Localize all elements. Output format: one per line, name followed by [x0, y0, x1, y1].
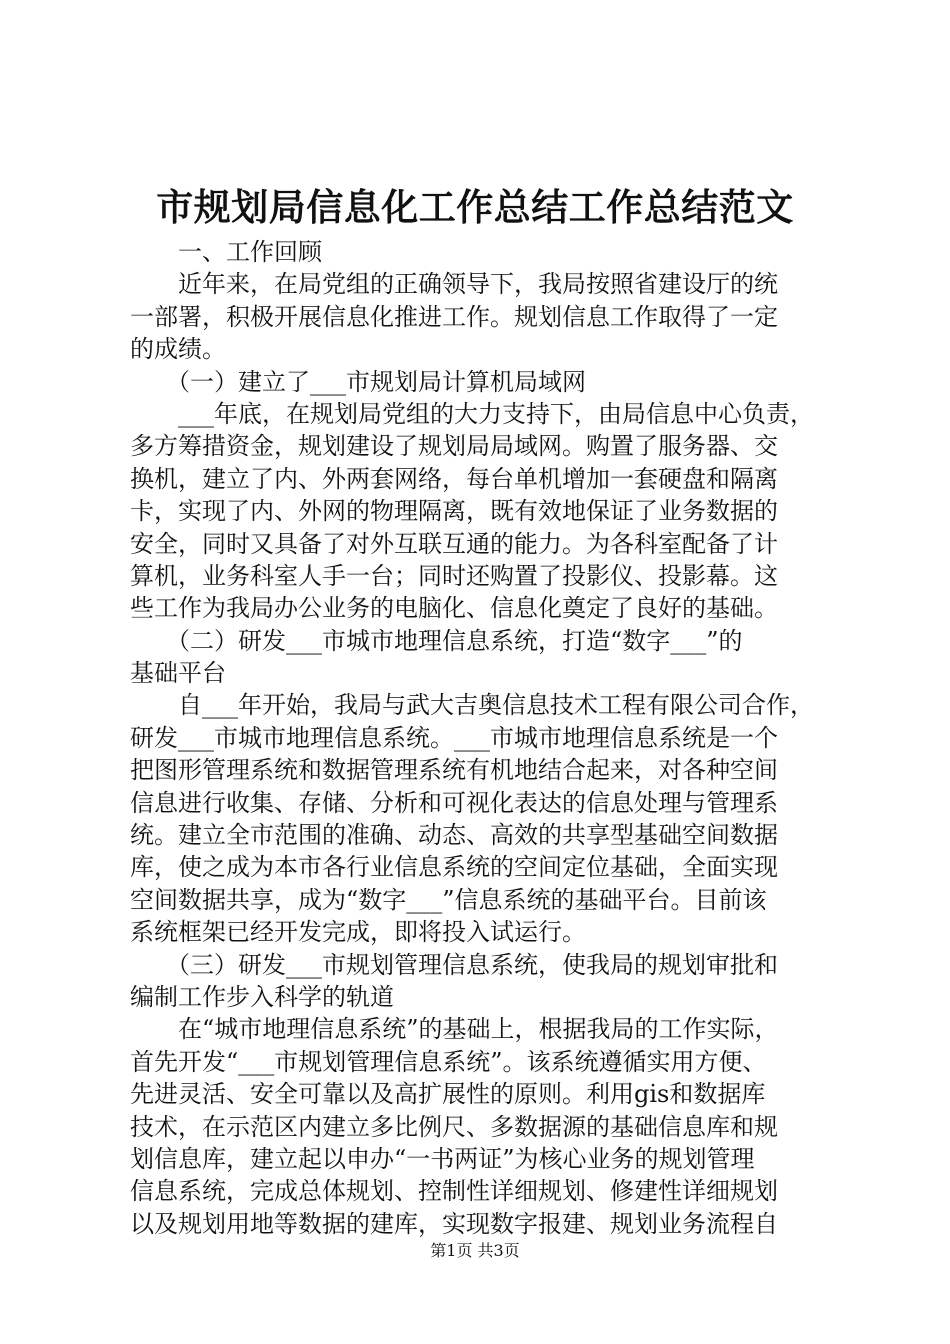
text-line: 划信息库，建立起以申办“一书两证”为核心业务的规划管理	[130, 1144, 755, 1173]
text-line: 卡，实现了内、外网的物理隔离，既有效地保证了业务数据的	[130, 497, 778, 526]
text-line: 编制工作步入科学的轨道	[130, 982, 394, 1011]
text-line: 多方筹措资金，规划建设了规划局局域网。购置了服务器、交	[130, 432, 778, 461]
text-line: 一部署，积极开展信息化推进工作。规划信息工作取得了一定	[130, 302, 778, 331]
text-line: 近年来，在局党组的正确领导下，我局按照省建设厅的统	[130, 270, 778, 299]
text-line: 在“城市地理信息系统”的基础上，根据我局的工作实际，	[130, 1015, 779, 1044]
text-line: （二）研发___市城市地理信息系统，打造“数字___”的	[130, 626, 743, 655]
document-title: 市规划局信息化工作总结工作总结范文	[156, 185, 794, 229]
text-line: 首先开发“___市规划管理信息系统”。该系统遵循实用方便、	[130, 1047, 767, 1076]
text-line: （三）研发___市规划管理信息系统，使我局的规划审批和	[130, 950, 778, 979]
text-line: ___年底，在规划局党组的大力支持下，由局信息中心负责，	[130, 399, 814, 428]
text-line: 系统框架已经开发完成，即将投入试运行。	[130, 918, 586, 947]
text-line: 的成绩。	[130, 335, 226, 364]
text-line: 统。建立全市范围的准确、动态、高效的共享型基础空间数据	[130, 821, 778, 850]
text-line: 以及规划用地等数据的建库，实现数字报建、规划业务流程自	[130, 1209, 778, 1238]
text-line: 信息系统，完成总体规划、控制性详细规划、修建性详细规划	[130, 1177, 778, 1206]
text-line: 技术，在示范区内建立多比例尺、多数据源的基础信息库和规	[130, 1112, 778, 1141]
page-number-footer: 第1页 共3页	[430, 1241, 520, 1260]
text-line: 安全，同时又具备了对外互联互通的能力。为各科室配备了计	[130, 529, 778, 558]
text-line: 把图形管理系统和数据管理系统有机地结合起来，对各种空间	[130, 756, 778, 785]
text-line: 空间数据共享，成为“数字___”信息系统的基础平台。目前该	[130, 885, 767, 914]
text-line: 些工作为我局办公业务的电脑化、信息化奠定了良好的基础。	[130, 594, 778, 623]
document-body	[130, 236, 830, 1240]
text-line: 一、工作回顾	[130, 238, 322, 266]
text-line: 研发___市城市地理信息系统。___市城市地理信息系统是一个	[130, 723, 778, 752]
text-line: 信息进行收集、存储、分析和可视化表达的信息处理与管理系	[130, 788, 778, 817]
text-line: 算机，业务科室人手一台；同时还购置了投影仪、投影幕。这	[130, 561, 778, 590]
text-line: 自___年开始，我局与武大吉奥信息技术工程有限公司合作，	[130, 691, 814, 720]
text-line: 基础平台	[130, 659, 226, 688]
text-line: 换机，建立了内、外两套网络，每台单机增加一套硬盘和隔离	[130, 464, 778, 493]
text-line: 库，使之成为本市各行业信息系统的空间定位基础，全面实现	[130, 853, 778, 882]
text-line: 先进灵活、安全可靠以及高扩展性的原则。利用gis和数据库	[130, 1080, 766, 1109]
text-line: （一）建立了___市规划局计算机局域网	[130, 367, 586, 396]
